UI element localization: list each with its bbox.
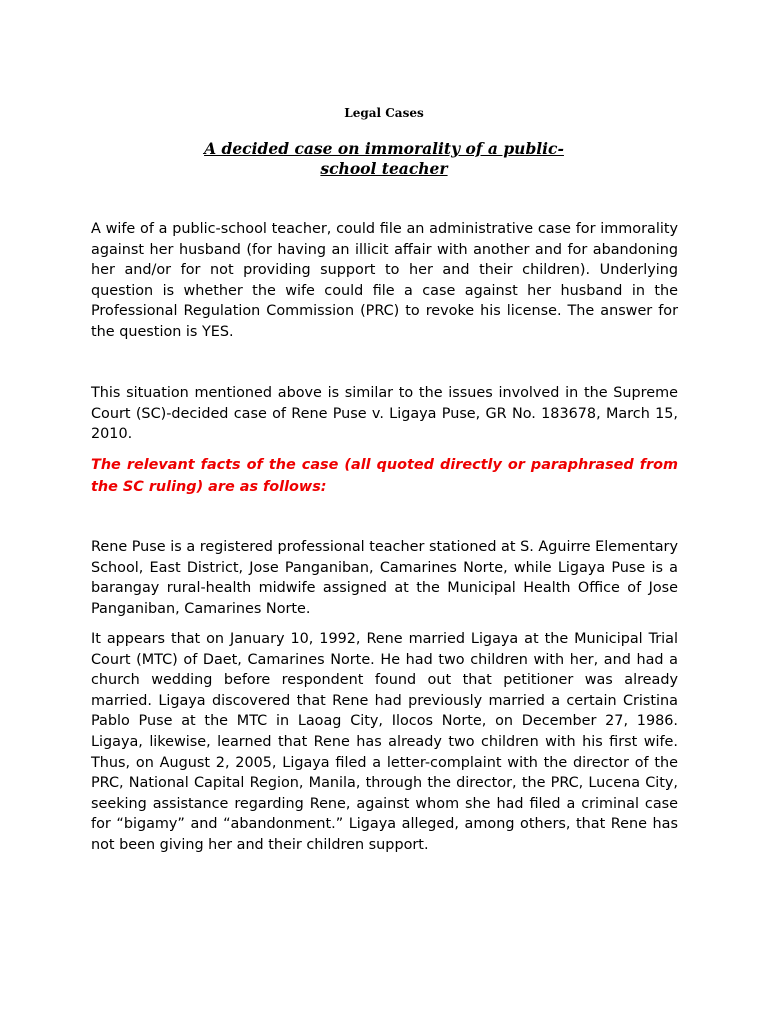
document-title: A decided case on immorality of a public-school teacher [204, 139, 564, 178]
facts-paragraph: It appears that on January 10, 1992, Rene married Ligaya at the Municipal Trial Court (MTC) of Daet, Camarines Norte. He had two children with her, and had a church wedding before respondent found out that petitioner was already married. Ligaya discovered that Rene had previously married a certain Cristina Pablo Puse at the MTC in Laoag City, Ilocos Norte, on December 27, 1986. Ligaya, likewise, learned that Rene has already two children with his first wife. Thus, on August 2, 2005, Ligaya filed a letter-complaint with the director of the PRC, National Capital Region, Manila, through the director, the PRC, Lucena City, seeking assistance regarding Rene, against whom she had filed a criminal case for “bigamy” and “abandonment.” Ligaya alleged, among others, that Rene has not been giving her and their children support. [91, 631, 678, 853]
similar-case-paragraph: This situation mentioned above is similar to the issues involved in the Supreme Court (SC)-decided case of Rene Puse v. Ligaya Puse, GR No. 183678, March 15, 2010. [91, 385, 678, 443]
intro-paragraph: A wife of a public-school teacher, could file an administrative case for immorality against her husband (for having an illicit affair with another and for abandoning her and/or for not providing support to her and their children). Underlying question is whether the wife could file a case against her husband in the Professional Regulation Commission (PRC) to revoke his license. The answer for the question is YES. [91, 221, 678, 340]
parties-paragraph: Rene Puse is a registered professional teacher stationed at S. Aguirre Elementary School, East District, Jose Panganiban, Camarines Norte, while Ligaya Puse is a barangay rural-health midwife assigned at the Municipal Health Office of Jose Panganiban, Camarines Norte. [91, 539, 678, 617]
relevant-facts-heading: The relevant facts of the case (all quoted directly or paraphrased from the SC ruling) are as follows: [91, 457, 678, 495]
section-header: Legal Cases [344, 106, 424, 120]
